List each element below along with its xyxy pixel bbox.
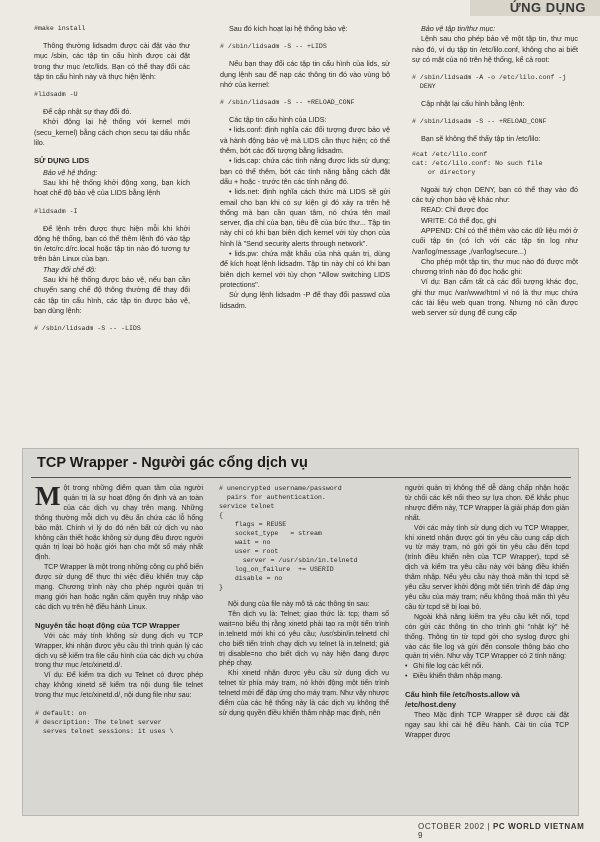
box-column-2 — [219, 484, 389, 719]
paragraph: Bạn sẽ không thể thấy tập tin /etc/lilo: — [421, 134, 541, 144]
intro-paragraph: Một trong những điểm quan tâm của người quản trị là sự hoạt động ổn định và an toàn của các dịch vụ chạy trên mạng. Những thông thường mỗi dịch vụ đều ẩn chứa các lỗ hổng bảo mật. Chính vì lý do đó nên bất cứ dịch vụ nào không cần thiết hoặc không sử dụng đều được người quản trị loại bỏ hoặc giới hạn cho một số máy nhất định. — [35, 481, 203, 562]
paragraph: người quản trị không thể dễ dàng chấp nhận hoặc từ chối các kết nối theo sự lựa chọn. Để khắc phục nhược điểm này, TCP Wrapper là giải pháp đơn giản nhất. — [405, 485, 569, 522]
bullet-item: • Ghi file log các kết nối. — [405, 662, 569, 672]
paragraph: Các tập tin cấu hình của LIDS: — [229, 115, 327, 125]
paragraph: Cập nhật lại cấu hình bằng lệnh: — [421, 99, 525, 109]
section-header — [470, 0, 600, 16]
option-item: READ: Chỉ được đọc — [421, 205, 489, 215]
issue-date: OCTOBER 2002 — [418, 822, 485, 831]
paragraph: Nếu bạn thay đổi các tập tin cấu hình của lids, sử dụng lệnh sau để nạp các thông tin đó vào vùng bộ nhớ của kernel: — [220, 59, 390, 89]
option-item: WRITE: Có thể đọc, ghi — [421, 215, 497, 225]
paragraph: Để lệnh trên được thực hiện mỗi khi khởi động hệ thống, bạn có thể thêm lệnh đó vào tập tin /etc/rc.d/rc.local hoặc tập tin nào đó tương tự trên bản Linux của bạn. — [34, 223, 190, 264]
box-column-1 — [35, 481, 203, 736]
paragraph: Ngoài khả năng kiểm tra yêu cầu kết nối, tcpd còn gửi các thông tin cho trình ghi "nhật ký" hệ thống. Thông tin từ tcpd gởi cho syslog được ghi vào các file log và gửi đến console thông báo cho quản trị viên. Như vậy TCP Wrapper có 2 tính năng: — [405, 613, 569, 661]
subheading: Bảo vệ hệ thống: — [43, 167, 98, 177]
paragraph: Khởi động lại hệ thống với kernel mới (secu_kernel) bằng cách chọn secu tại dấu nhắc lilo. — [34, 117, 190, 148]
column-3 — [412, 24, 578, 319]
bullet-item: • lids.net: định nghĩa cách thức mà LIDS sẽ gửi email cho bạn khi có sự kiện gì đó xảy ra trên hệ thống mà bạn cần quan tâm, nó chứa tên mail server, địa chỉ của bạn, tiêu đề của bức thư... Tập tin này chỉ có khi bạn biên dịch kernel với tùy chọn của hình là "Send security alerts through network". — [220, 187, 390, 248]
code-block: # default: on # description: The telnet server serves telnet sessions: it uses \ — [35, 710, 174, 736]
paragraph: Với các máy tính sử dụng dịch vụ TCP Wrapper, khi xinetd nhận được gói tin yêu cầu cung cấp dịch vụ từ máy trạm, nó gởi gói tin yêu cầu đến tcpd (trình điều khiển nền của TCP Wrapper), tcpd sẽ dịch và kiểm tra yêu cầu này với bảng điều khiển thâm nhập. Nếu yêu cầu này thoả mãn thì tcpd sẽ yêu cầu server khởi động một tiến trình để đáp ứng yêu cầu của máy trạm; nếu không thoả mãn thì yêu cầu từ tcpd sẽ bị loại bỏ. — [405, 524, 569, 611]
bullet-item: • lids.cap: chứa các tính năng được lids sử dụng; bạn có thể thêm, bớt các tính năng bằng cách đặt dấu + hoặc - trước tên các tính năng đó. — [220, 156, 391, 186]
magazine-name: PC WORLD VIETNAM — [492, 822, 585, 831]
bullet-item: • lids.pw: chứa mật khẩu của nhà quản trị, dùng để kích hoạt lệnh lidsadm. Tập tin này chỉ có khi bạn biên dịch kernel với tùy chọn "Allow switching LIDS protections". — [220, 249, 391, 289]
paragraph: Khi xinetd nhận được yêu cầu sử dụng dịch vụ telnet từ phía máy trạm, nó khởi động một tiến trình telnetd mới để đáp ứng cho máy trạm. Như vậy nhược điểm của các hệ thống này là các dịch vụ không thể sử dụng quyền điều khiển thâm nhập mạc định, nên — [219, 670, 389, 717]
paragraph: Thông thường lidsadm được cài đặt vào thư mục /sbin, các tập tin cấu hình được cài đặt trong thư mục /etc/lids. Bạn có thể thay đổi các tập tin cấu hình này và thực hiện lệnh: — [34, 41, 190, 81]
paragraph: Sau đó kích hoạt lại hệ thống bảo vệ: — [229, 24, 348, 33]
paragraph: Ngoài tuỳ chọn DENY, bạn có thể thay vào đó các tuỳ chọn bảo vệ khác như: — [412, 184, 578, 205]
subheading: Bảo vệ tập tin/thư mục: — [421, 24, 496, 33]
paragraph: Để cập nhật sự thay đổi đó. — [43, 107, 132, 117]
sidebar-box — [22, 448, 579, 816]
paragraph: Theo Mặc định TCP Wrapper sẽ được cài đặt ngay sau khi cài hệ điều hành. Cài tin của TCP Wrapper được — [405, 711, 569, 739]
title-divider — [31, 477, 571, 478]
subheading: Thay đổi chế độ: — [43, 264, 97, 274]
code-block: # /sbin/lidsadm -S -- -LIDS — [34, 325, 141, 333]
section-heading: Nguyên tắc hoạt động của TCP Wrapper — [35, 620, 180, 630]
paragraph: Nội dung của file này mô tả các thông tin sau: — [228, 601, 370, 608]
paragraph: Ví dụ: Bạn cấm tất cả các đối tượng khác đọc, ghi thư mục /var/www/html vì nó là thư mục chứa các tài liệu web quan trọng. Nhưng nó cần được web server sử dụng để cung cấp — [412, 277, 578, 318]
paragraph: Lệnh sau cho phép bảo vệ một tập tin, thư mục nào đó, ví dụ tập tin /etc/lilo.conf, không cho ai biết sự có mặt của nó trên hệ thống, kể cả root: — [412, 34, 578, 64]
code-block: #make install — [34, 25, 86, 32]
code-block: #lidsadm -I — [34, 207, 78, 215]
section-title: ỨNG DỤNG — [509, 0, 586, 15]
code-block: # /sbin/lidsadm -S -- +LIDS — [220, 43, 327, 51]
code-block: #cat /etc/lilo.conf cat: /etc/lilo.conf: No such file or directory — [412, 150, 543, 176]
bullet-item: • lids.conf: định nghĩa các đối tượng được bảo vệ và hành động bảo vệ mà LIDS cần thực hiện; có thể thêm, bớt các đối tượng bằng lidsadm. — [220, 125, 390, 156]
column-2 — [220, 24, 390, 311]
column-1 — [34, 24, 190, 333]
paragraph: Sử dụng lệnh lidsadm -P để thay đổi passwd của lidsadm. — [220, 290, 390, 310]
section-heading: Cấu hình file /etc/hosts.allow và /etc/host.deny — [405, 690, 520, 710]
paragraph: Sau khi hệ thống khởi động xong, bạn kích hoạt chế độ bảo vệ của LIDS bằng lệnh — [34, 177, 190, 198]
code-block: # /sbin/lidsadm -S -- +RELOAD_CONF — [412, 118, 547, 126]
code-block: #lidsadm -U — [34, 91, 78, 99]
page-number: 9 — [418, 831, 424, 840]
paragraph: Sau khi hệ thống được bảo vệ, nếu bạn cần chuyển sang chế độ thông thường để thay đổi các tập tin cấu hình, các tập tin được bảo vệ, bạn dùng lệnh: — [34, 275, 190, 315]
paragraph: Cho phép một tập tin, thư mục nào đó được một chương trình nào đó đọc hoặc ghi: — [412, 256, 578, 277]
paragraph: Tên dịch vụ là: Telnet; giao thức là: tcp; tham số wait=no biểu thị rằng xinetd phải tạo ra một tiến trình in.telnetd mới khi có yêu cầu; /usr/sbin/in.telnetd chỉ cho biết tiến trình chạy dịch vụ telnet là in.telnetd; giá trị disable=no cho biết dịch vụ này hiện đang được phép chạy. — [219, 610, 389, 668]
paragraph: Ví dụ: Để kiểm tra dịch vụ Telnet có được phép chạy không xinetd sẽ kiểm tra nội dung file telnet trong thư mục /etc/xinetd.d/, nội dung file như sau: — [35, 672, 203, 700]
code-block: # /sbin/lidsadm -S -- +RELOAD_CONF — [220, 99, 355, 107]
bullet-item: • Điều khiển thâm nhập mạng. — [405, 672, 569, 682]
paragraph: TCP Wrapper là một trong những công cụ phổ biến được sử dụng để thực thi việc điều khiển truy cập mạng. Chương trình này cho phép người quản trị mạng giới hạn hoặc ngăn cấm quyền truy nhập vào các dịch vụ trên hệ điều hành Linux. — [35, 564, 203, 611]
drop-cap: M — [35, 481, 61, 511]
page-footer: OCTOBER 2002 | PC WORLD VIETNAM 9 — [418, 822, 585, 840]
paragraph: Với các máy tính không sử dụng dịch vụ TCP Wrapper, khi nhận được yêu cầu thì trình quản lý các dịch vụ sẽ kiểm tra file cấu hình của các dịch vụ chứa trong thư mục /etc/xinetd.d/. — [35, 632, 203, 670]
option-item: APPEND: Chỉ có thể thêm vào các dữ liệu mới ở cuối tập tin (có ích với các tập tin log như /var/log/message ,/var/log/secure...) — [412, 225, 578, 256]
code-block: # /sbin/lidsadm -A -o /etc/lilo.conf -j DENY — [412, 74, 567, 91]
box-title: TCP Wrapper - Người gác cổng dịch vụ — [37, 455, 308, 471]
box-column-3 — [405, 484, 569, 741]
section-heading: SỬ DỤNG LIDS — [34, 156, 90, 166]
code-block: # unencrypted username/password pairs for authentication. service telnet { flags = REUSE socket_type = stream wait = no user = root server = /usr/sbin/in.telnetd log_on_failure += USERID disable = no } — [219, 485, 358, 591]
